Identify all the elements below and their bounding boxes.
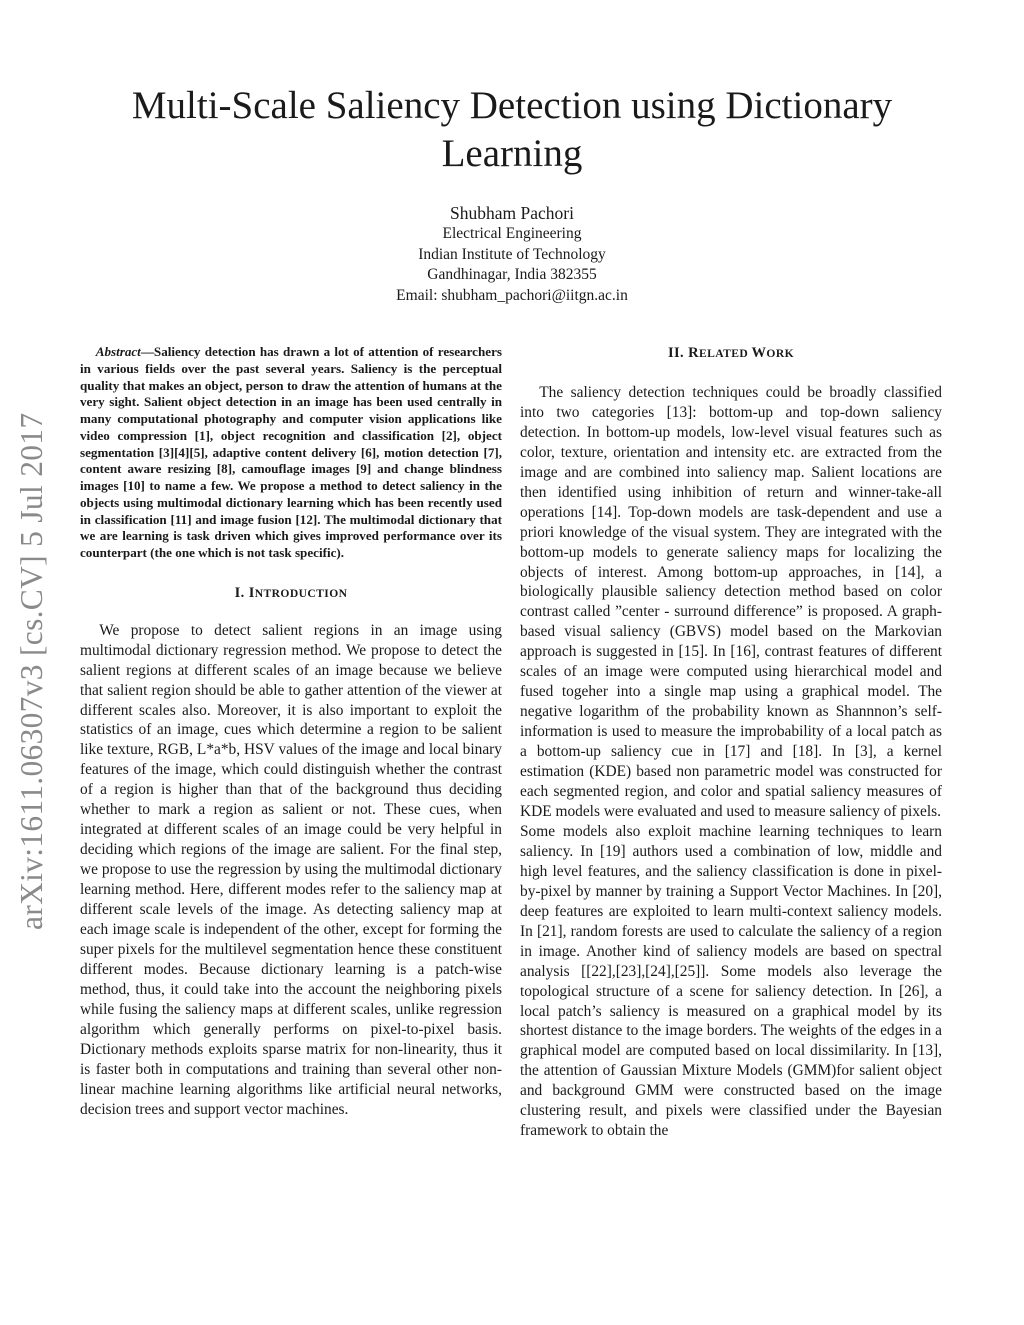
section-smallcaps: ELATED: [698, 347, 752, 360]
related-work-paragraph: Some models also exploit machine learning techniques to learn saliency. In [19] authors used a combination of low, middle and high level features, and the saliency classification is done in pixel-by-pixel by manner by training a Support Vector Machines. In [20], deep features are exploited to learn multi-context saliency models. In [21], random forests are used to calculate the saliency of a region in image. Another kind of saliency models are based on spectral analysis [[22],[23],[24],[25]]. Some models also leverage the topological structure of a scene for saliency detection. In [26], a local patch’s saliency is measured on a graphical model by its shortest distance to the image borders. The weights of the edges in a graphical model are computed based on local dissimilarity. In [13], the attention of Gaussian Mixture Models (GMM)for salient object and background GMM were constructed based on the image clustering result, and pixels were classified under the Bayesian framework to obtain the: [520, 822, 942, 1140]
author-department: Electrical Engineering: [442, 225, 582, 242]
paper-title: Multi-Scale Saliency Detection using Dictionary Learning: [131, 84, 893, 175]
section-initial: R: [688, 345, 699, 361]
section-initial: I: [248, 584, 255, 601]
arxiv-identifier: arXiv:1611.06307v3 [cs.CV] 5 Jul 2017: [14, 412, 49, 930]
section-smallcaps: NTRODUCTION: [254, 586, 348, 600]
section-smallcaps: ORK: [766, 347, 795, 360]
left-column: [80, 344, 502, 1120]
related-work-paragraph: The saliency detection techniques could be broadly classified into two categories [13]: bottom-up and top-down saliency detection. In bottom-up models, low-level visual features such as color, texture, orientation and intensity etc. are extracted from the image and are combined into saliency map. Salient locations are then identified using inhibition of return and winner-take-all operations [14]. Top-down models are task-dependent and use a priori knowledge of the visual system. They are integrated with the bottom-up models to generate saliency maps for localizing the objects of interest. Among bottom-up approaches, in [14], a biologically plausible saliency detection method based on color contrast called ”center - surround difference” is proposed. A graph-based visual saliency (GBVS) model based on the Markovian approach is suggested in [15]. In [16], contrast features of different scales of an image were computed using hierarchical model and fused togeher into a single map using a graphical model. The negative logarithm of the probability known as Shannnon’s self-information is used to measure the improbability of a local patch as a bottom-up saliency cue in [17] and [18]. In [3], a kernel estimation (KDE) based non parametric model was constructed for each segmented region, and color and spatial saliency measures of KDE models were evaluated and used to measure saliency of pixels.: [520, 383, 942, 820]
author-location: Gandhinagar, India 382355: [427, 266, 597, 283]
introduction-paragraph: We propose to detect salient regions in an image using multimodal dictionary regression method. We propose to detect the salient regions at different scales of an image because we believe that salient region should be able to gather attention of the viewer at different scales also. Moreover, it is also important to exploit the statistics of an image, cues which determine a region to be salient like texture, RGB, L*a*b, HSV values of the image and local binary features of the image, which could distinguish whether the contrast of a region is higher than that of the background thus deciding whether to mark a region as salient or not. These cues, when integrated at different scales of an image could be very helpful in deciding which regions of the image are salient. For the final step, we propose to use the regression by using the multimodal dictionary learning method. Here, different modes refer to the saliency map at different scale levels of the image. As detecting saliency map at each image scale is independent of the other, except for forming the super pixels for the multilevel segmentation hence these constituent different modes. Because dictionary learning is a patch-wise method, thus, it could take into the account the neighboring pixels while fusing the saliency maps at different scales, unlike regression algorithm which generally performs on pixel-to-pixel basis. Dictionary methods exploits sparse matrix for non-linearity, thus it is faster both in computations and training than several other non-linear machine learning algorithms like artificial neural networks, decision trees and support vector machines.: [80, 621, 502, 1118]
abstract-text: —Saliency detection has drawn a lot of attention of researchers in various fields over the past several years. Saliency is the perceptual quality that makes an object, person to draw the attention of humans at the very sight. Salient object detection in an image has been used centrally in many computational photography and computer vision applications like video compression [1], object recognition and classification [2], object segmentation [3][4][5], adaptive content delivery [6], motion detection [7], content aware resizing [8], camouflage images [9] and change blindness images [10] to name a few. We propose a method to detect saliency in the objects using multimodal dictionary learning which has been recently used in classification [11] and image fusion [12]. The multimodal dictionary that we are learning is task driven which gives improved performance over its counterpart (the one which is not task specific).: [80, 344, 502, 560]
abstract: [80, 344, 502, 562]
section-heading-introduction: [80, 584, 502, 604]
abstract-label: Abstract: [95, 344, 141, 359]
author-email: Email: shubham_pachori@iitgn.ac.in: [396, 286, 628, 304]
author-block: [212, 202, 812, 306]
section-initial: W: [751, 345, 767, 361]
right-column: [520, 344, 942, 1141]
section-numeral: I.: [234, 584, 249, 601]
section-numeral: II.: [667, 345, 689, 361]
author-institute: Indian Institute of Technology: [418, 245, 606, 263]
author-name: Shubham Pachori: [450, 203, 574, 223]
section-heading-related-work: [520, 344, 942, 364]
